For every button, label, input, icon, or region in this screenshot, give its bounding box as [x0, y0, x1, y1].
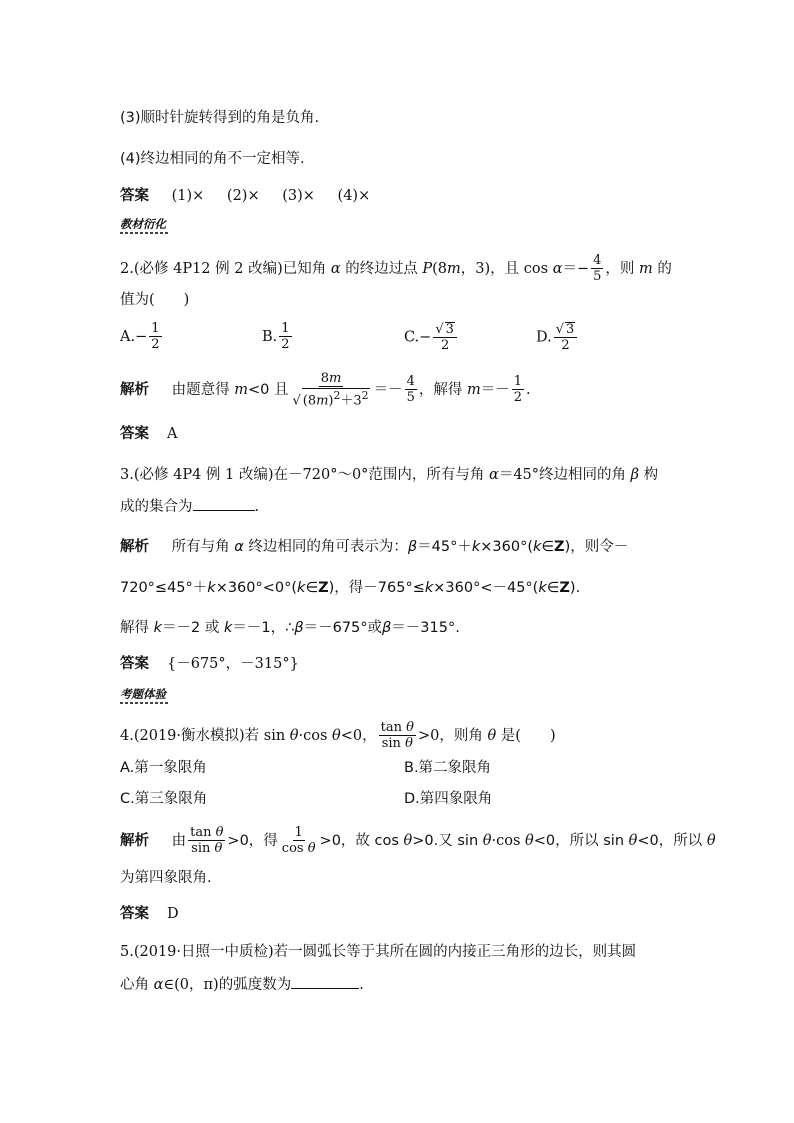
q2-answer: [120, 424, 177, 444]
q3-stem-line1: [120, 465, 658, 485]
var-k: k: [471, 539, 481, 555]
var-theta: θ: [482, 833, 492, 849]
var-theta: θ: [332, 728, 341, 744]
q3-stem-text: 构: [639, 467, 659, 483]
var-m: m: [466, 382, 481, 399]
answer-item: (4)×: [337, 188, 371, 204]
q1-answer-line: [120, 186, 370, 206]
answer-item: (3)×: [282, 188, 315, 204]
fraction-4-5: [591, 254, 603, 284]
radicand-text: (8: [302, 393, 317, 409]
fraction-denominator: cos: [281, 841, 308, 856]
set-Z: Z: [559, 580, 570, 596]
var-theta: θ: [405, 736, 413, 751]
q4-stem-text: ·cos: [298, 728, 333, 744]
exponent: 2: [361, 389, 369, 402]
fraction-numerator: 8: [320, 371, 329, 386]
exponent: 2: [333, 389, 341, 402]
solution-text: >0，故 cos: [319, 833, 404, 849]
var-k: k: [424, 580, 434, 596]
solution-text: <0，所以: [637, 833, 707, 849]
q4-stem-text: 4.(2019·衡水模拟)若 sin: [120, 728, 290, 744]
option-label: B.: [262, 329, 278, 345]
fraction-numerator: 1: [151, 321, 160, 336]
q3-solution-line1: [120, 537, 628, 557]
fraction-denominator: 2: [440, 338, 450, 353]
q4-solution-line1: [120, 826, 716, 856]
solution-text: 终边相同的角可表示为：: [243, 539, 408, 555]
sqrt-radicand: 3: [566, 322, 575, 337]
solution-text: 由: [171, 833, 187, 849]
fraction-tan-over-sin: [379, 721, 416, 751]
var-theta: θ: [289, 728, 299, 744]
solution-text: ×360°<－45°(: [433, 580, 539, 596]
q2-stem-line1: [120, 254, 672, 284]
statement-4: (4)终边相同的角不一定相等.: [120, 151, 305, 167]
answer-value: D: [167, 906, 179, 922]
statement-3: (3)顺时针旋转得到的角是负角.: [120, 110, 320, 126]
q3-solution-line2: [120, 578, 580, 598]
q2-stem-line2: 值为( ): [120, 292, 190, 308]
answer-item: (1)×: [171, 188, 205, 204]
var-m: m: [639, 261, 653, 277]
var-alpha: α: [489, 467, 499, 483]
q2-stem-text: ，则: [605, 261, 640, 277]
var-alpha: α: [234, 539, 244, 555]
answer-value: A: [167, 426, 178, 442]
option-label: C.−: [404, 329, 432, 346]
var-beta: β: [407, 539, 418, 555]
var-k: k: [538, 580, 547, 596]
solution-text: >0.又 sin: [412, 833, 483, 849]
fraction-numerator: 4: [593, 253, 602, 268]
answer-value: {－675°，－315°}: [167, 656, 299, 672]
fraction-denominator: 2: [151, 337, 160, 352]
solution-text: .: [525, 382, 531, 399]
q4-stem-text: >0，则角: [417, 728, 488, 744]
var-theta: θ: [403, 833, 413, 849]
q4-stem-text: <0，: [340, 728, 377, 744]
q2-stem-text: 的: [652, 261, 672, 277]
option-label: D.: [536, 329, 552, 346]
answer-label: 答案: [120, 426, 149, 442]
q4-answer: [120, 904, 179, 924]
q5-stem-line1: 5.(2019·日照一中质检)若一圆弧长等于其所在圆的内接正三角形的边长，则其圆: [120, 944, 637, 960]
q3-stem-text: ＝45°终边相同的角: [498, 467, 631, 483]
section-heading-textbook: 教材衍化: [120, 217, 166, 231]
solution-text: ＝－: [480, 382, 510, 399]
fill-in-blank: [291, 976, 359, 989]
q5-stem-text: ∈(0，π)的弧度数为: [163, 977, 292, 993]
fraction-numerator: tan: [190, 825, 216, 840]
solution-text: ＝45°＋: [417, 539, 472, 555]
fraction-numerator: 1: [294, 825, 303, 840]
fraction-expression: $\frac{8m}{√ (8m)^2+3^2}$: [292, 371, 369, 409]
fraction-denominator: 5: [406, 390, 415, 406]
solution-text: ＝－675°或: [303, 620, 383, 636]
q3-stem-text: .: [254, 499, 260, 515]
solution-text: ＝－1，∴: [232, 620, 295, 636]
fraction-denominator: 2: [281, 337, 290, 352]
q5-stem-text: 心角: [120, 977, 154, 993]
solution-text: <0，所以 sin: [533, 833, 629, 849]
solution-text: )，则令－: [564, 539, 629, 555]
q2-stem-text: 的终边过点: [340, 261, 423, 277]
fraction-denominator: sin: [191, 841, 215, 856]
var-alpha: α: [552, 261, 563, 277]
q2-stem-text: ＝−: [562, 261, 590, 277]
solution-text: 解得: [120, 620, 154, 636]
answer-label: 答案: [120, 188, 149, 204]
answer-label: 答案: [120, 906, 149, 922]
var-k: k: [297, 580, 306, 596]
var-theta: θ: [487, 728, 497, 744]
q5-stem-line2: [120, 975, 364, 995]
var-P: P: [422, 261, 433, 277]
q2-option-d: D. $\frac{√ 3}{2}$: [536, 322, 579, 353]
fill-in-blank: [193, 498, 255, 511]
fraction-denominator: sin: [381, 736, 406, 751]
solution-text: ＝－: [373, 382, 403, 399]
q4-option-b: B.第二象限角: [404, 760, 492, 776]
q4-stem-text: 是( ): [496, 728, 556, 744]
solution-label: 解析: [120, 833, 149, 849]
var-m: m: [447, 261, 461, 277]
q2-stem-text: (8: [432, 261, 448, 277]
fraction-denominator: 5: [593, 269, 602, 284]
q2-stem-text: ，3)，且 cos: [460, 261, 553, 277]
solution-text: ·cos: [491, 833, 526, 849]
section-heading-exam: 考题体验: [120, 687, 166, 701]
var-k: k: [533, 539, 542, 555]
q4-option-a: A.第一象限角: [120, 760, 207, 776]
q5-stem-text: .: [359, 977, 364, 993]
var-alpha: α: [330, 261, 341, 277]
fraction-denominator: 2: [513, 390, 522, 406]
answer-item: (2)×: [226, 188, 260, 204]
var-k: k: [223, 620, 233, 636]
q3-solution-line3: [120, 618, 460, 638]
var-theta: θ: [525, 833, 534, 849]
solution-text: ∈: [305, 580, 319, 596]
option-label: A.−: [120, 329, 148, 345]
solution-text: ＝－2 或: [162, 620, 224, 636]
var-beta: β: [630, 467, 640, 483]
solution-text: ∈: [541, 539, 555, 555]
var-theta: θ: [406, 720, 414, 735]
solution-text: <0 且: [247, 382, 289, 399]
var-theta: θ: [706, 833, 716, 849]
solution-text: ×360°<0°(: [215, 580, 298, 596]
q4-option-d: D.第四象限角: [404, 791, 493, 807]
var-theta: θ: [628, 833, 638, 849]
fraction-numerator: tan: [380, 720, 407, 735]
var-k: k: [153, 620, 163, 636]
solution-text: ∈: [546, 580, 560, 596]
var-theta: θ: [215, 825, 224, 840]
fraction-numerator: 1: [513, 374, 522, 390]
fraction-denominator: 2: [561, 338, 570, 353]
answer-label: 答案: [120, 656, 149, 672]
solution-text: 由题意得: [171, 382, 235, 399]
var-alpha: α: [153, 977, 164, 993]
q4-solution-line2: 为第四象限角.: [120, 870, 212, 886]
fraction-numerator: 4: [406, 374, 415, 390]
set-Z: Z: [318, 580, 329, 596]
solution-text: ＝－315°.: [391, 620, 460, 636]
q3-stem-text: 3.(必修 4P4 例 1 改编)在－720°～0°范围内，所有与角: [120, 467, 490, 483]
var-m: m: [316, 393, 329, 409]
q2-solution: [120, 372, 531, 408]
q2-option-b: [262, 322, 294, 352]
solution-text: 所有与角: [171, 539, 235, 555]
var-beta: β: [294, 620, 304, 636]
q2-stem-text: 2.(必修 4P12 例 2 改编)已知角: [120, 261, 331, 277]
q3-stem-line2: [120, 497, 259, 517]
q3-stem-text: 成的集合为: [120, 499, 193, 515]
solution-text: ).: [569, 580, 581, 596]
q2-option-a: [120, 322, 164, 352]
var-m: m: [328, 371, 342, 386]
q2-option-c: C.− $\frac{√ 3}{2}$: [404, 322, 459, 353]
radicand-text: ＋3: [340, 393, 362, 409]
q4-option-c: C.第三象限角: [120, 791, 208, 807]
set-Z: Z: [554, 539, 565, 555]
radicand-text: ): [328, 393, 334, 409]
solution-text: )，得－765°≤: [328, 580, 425, 596]
solution-label: 解析: [120, 382, 149, 399]
var-m: m: [234, 382, 248, 399]
var-beta: β: [382, 620, 392, 636]
var-k: k: [207, 580, 216, 596]
solution-label: 解析: [120, 539, 149, 555]
solution-text: ，解得: [418, 382, 467, 399]
q3-answer: [120, 654, 299, 674]
var-theta: θ: [214, 841, 223, 856]
solution-text: >0，得: [227, 833, 278, 849]
solution-text: ×360°(: [480, 539, 533, 555]
solution-text: 720°≤45°＋: [120, 580, 208, 596]
q4-stem: [120, 721, 556, 751]
var-theta: θ: [307, 841, 316, 856]
sqrt-radicand: 3: [445, 322, 454, 337]
fraction-numerator: 1: [281, 321, 290, 336]
